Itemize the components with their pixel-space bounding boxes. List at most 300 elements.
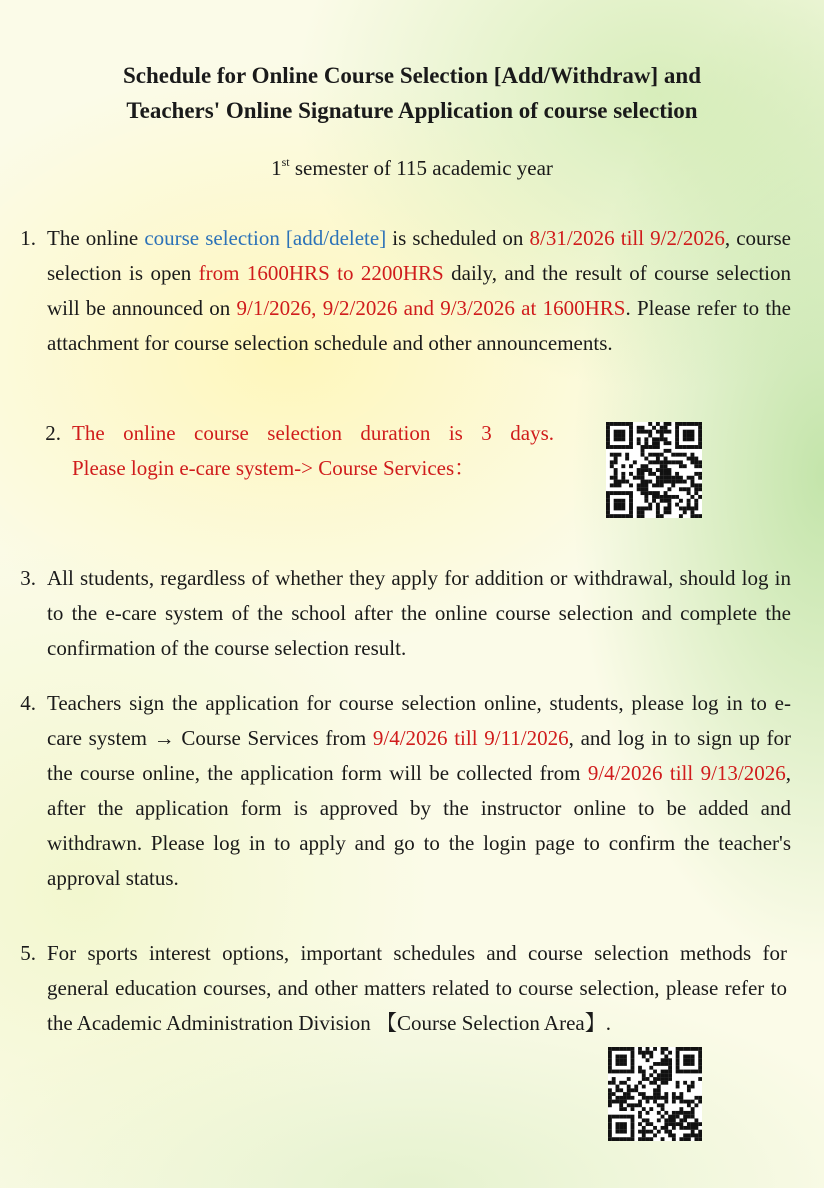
qr-module: [653, 1096, 657, 1100]
qr-module: [649, 1081, 653, 1085]
qr-module: [641, 464, 645, 468]
qr-module: [687, 476, 691, 480]
qr-module: [664, 495, 668, 499]
qr-module: [608, 1058, 612, 1062]
qr-module: [660, 426, 664, 430]
qr-module: [627, 1137, 631, 1141]
qr-module: [649, 1055, 653, 1059]
qr-module: [631, 1051, 635, 1055]
qr-module: [629, 434, 633, 438]
qr-module: [687, 1100, 691, 1104]
qr-module: [644, 499, 648, 503]
qr-module: [698, 445, 702, 449]
qr-module: [687, 487, 691, 491]
qr-module: [646, 1058, 650, 1062]
qr-module: [638, 1130, 642, 1134]
qr-module: [621, 506, 625, 510]
qr-module: [675, 437, 679, 441]
qr-module: [667, 510, 671, 514]
qr-module: [614, 453, 618, 457]
qr-module: [606, 506, 610, 510]
qr-module: [642, 1070, 646, 1074]
qr-module: [638, 1115, 642, 1119]
qr-module: [676, 1062, 680, 1066]
text-run: Course Services from: [174, 726, 373, 750]
qr-module: [656, 514, 660, 518]
qr-module: [631, 1115, 635, 1119]
qr-module: [621, 472, 625, 476]
qr-module: [648, 422, 652, 426]
qr-module: [648, 506, 652, 510]
qr-module: [627, 1077, 631, 1081]
qr-module: [606, 491, 610, 495]
qr-code-icon: [608, 1047, 702, 1141]
qr-module: [698, 464, 702, 468]
qr-module: [618, 453, 622, 457]
qr-module: [698, 476, 702, 480]
qr-module: [687, 445, 691, 449]
title-line-2: Teachers' Online Signature Application of course selection: [126, 98, 698, 123]
qr-module: [660, 464, 664, 468]
qr-module: [683, 437, 687, 441]
qr-module: [687, 1126, 691, 1130]
qr-module: [671, 476, 675, 480]
qr-module: [667, 460, 671, 464]
qr-module: [623, 1070, 627, 1074]
qr-module: [672, 1126, 676, 1130]
qr-module: [664, 1130, 668, 1134]
qr-module: [649, 1073, 653, 1077]
qr-module: [676, 1085, 680, 1089]
qr-module: [667, 495, 671, 499]
qr-module: [676, 1058, 680, 1062]
qr-module: [614, 430, 618, 434]
qr-module: [690, 430, 694, 434]
qr-module: [694, 1126, 698, 1130]
qr-module: [652, 491, 656, 495]
qr-module: [618, 483, 622, 487]
qr-module: [657, 1092, 661, 1096]
qr-module: [664, 449, 668, 453]
qr-module: [612, 1070, 616, 1074]
qr-module: [660, 434, 664, 438]
qr-module: [606, 441, 610, 445]
qr-module: [676, 1115, 680, 1119]
qr-module: [629, 483, 633, 487]
qr-module: [614, 503, 618, 507]
qr-module: [621, 445, 625, 449]
qr-module: [631, 1107, 635, 1111]
qr-module: [623, 1107, 627, 1111]
qr-module: [629, 495, 633, 499]
qr-module: [683, 1126, 687, 1130]
selection-dates: 8/31/2026 till 9/2/2026: [529, 226, 725, 250]
qr-module: [676, 1070, 680, 1074]
qr-module: [653, 1088, 657, 1092]
result-dates: 9/1/2026, 9/2/2026 and 9/3/2026 at 1600HRS: [236, 296, 626, 320]
item-number: 3.: [20, 566, 36, 590]
qr-module: [690, 495, 694, 499]
qr-module: [698, 1070, 702, 1074]
qr-module: [698, 1062, 702, 1066]
qr-module: [648, 480, 652, 484]
text-run: , after the application form is approved by the instructor online to be added and withdrawn. Please log in to apply and go to the login page to confirm the teacher's approval status.: [47, 761, 792, 890]
qr-module: [679, 480, 683, 484]
qr-module: [683, 430, 687, 434]
qr-module: [667, 499, 671, 503]
qr-module: [618, 506, 622, 510]
qr-module: [687, 1055, 691, 1059]
qr-module: [679, 514, 683, 518]
qr-module: [616, 1115, 620, 1119]
qr-module: [614, 422, 618, 426]
qr-module: [641, 449, 645, 453]
qr-module: [644, 487, 648, 491]
qr-module: [631, 1066, 635, 1070]
qr-module: [608, 1088, 612, 1092]
qr-module: [672, 1096, 676, 1100]
qr-module: [698, 487, 702, 491]
qr-module: [623, 1081, 627, 1085]
qr-module: [664, 457, 668, 461]
qr-module: [616, 1100, 620, 1104]
qr-module: [691, 1070, 695, 1074]
qr-module: [614, 506, 618, 510]
qr-module: [614, 476, 618, 480]
qr-module: [608, 1096, 612, 1100]
qr-module: [612, 1100, 616, 1104]
qr-module: [653, 1062, 657, 1066]
qr-module: [683, 1058, 687, 1062]
qr-module: [608, 1092, 612, 1096]
qr-module: [667, 422, 671, 426]
item-number: 1.: [20, 226, 36, 250]
qr-module: [671, 480, 675, 484]
qr-module: [664, 1058, 668, 1062]
qr-module: [641, 468, 645, 472]
qr-module: [621, 480, 625, 484]
qr-module: [612, 1137, 616, 1141]
qr-module: [616, 1130, 620, 1134]
qr-module: [637, 437, 641, 441]
qr-module: [644, 483, 648, 487]
qr-module: [637, 468, 641, 472]
qr-module: [621, 464, 625, 468]
qr-module: [623, 1126, 627, 1130]
qr-module: [619, 1088, 623, 1092]
qr-module: [672, 1115, 676, 1119]
qr-module: [698, 1096, 702, 1100]
qr-module: [631, 1122, 635, 1126]
qr-module: [648, 434, 652, 438]
qr-module: [679, 1126, 683, 1130]
qr-module: [631, 1137, 635, 1141]
qr-module: [623, 1047, 627, 1051]
qr-module: [664, 1092, 668, 1096]
qr-module: [698, 1055, 702, 1059]
qr-module: [694, 472, 698, 476]
qr-module: [625, 457, 629, 461]
qr-module: [616, 1122, 620, 1126]
qr-module: [664, 441, 668, 445]
qr-module: [679, 1118, 683, 1122]
qr-module: [661, 1096, 665, 1100]
qr-module: [664, 1100, 668, 1104]
qr-module: [621, 437, 625, 441]
qr-module: [691, 1085, 695, 1089]
qr-module: [633, 476, 637, 480]
qr-module: [687, 1085, 691, 1089]
qr-module: [616, 1096, 620, 1100]
qr-module: [679, 1122, 683, 1126]
qr-module: [646, 1047, 650, 1051]
qr-module: [694, 1137, 698, 1141]
qr-module: [625, 491, 629, 495]
qr-module: [675, 495, 679, 499]
qr-module: [629, 430, 633, 434]
qr-module: [660, 453, 664, 457]
qr-module: [606, 499, 610, 503]
qr-module: [676, 1055, 680, 1059]
qr-module: [664, 1081, 668, 1085]
qr-module: [668, 1077, 672, 1081]
qr-module: [687, 1122, 691, 1126]
qr-module: [679, 1137, 683, 1141]
qr-module: [672, 1137, 676, 1141]
qr-module: [679, 460, 683, 464]
qr-module: [619, 1126, 623, 1130]
qr-module: [698, 483, 702, 487]
qr-module: [657, 1130, 661, 1134]
qr-module: [683, 464, 687, 468]
qr-module: [661, 1081, 665, 1085]
qr-module: [619, 1122, 623, 1126]
qr-code-icon: [606, 422, 702, 518]
qr-module: [698, 514, 702, 518]
qr-module: [694, 503, 698, 507]
qr-module: [637, 430, 641, 434]
qr-module: [664, 1111, 668, 1115]
qr-module: [638, 1103, 642, 1107]
login-instruction: Please login e-care system-> Course Services：: [72, 456, 476, 480]
qr-module: [641, 491, 645, 495]
qr-module: [634, 1085, 638, 1089]
qr-module: [652, 445, 656, 449]
qr-module: [683, 480, 687, 484]
qr-module: [642, 1085, 646, 1089]
qr-module: [623, 1058, 627, 1062]
qr-module: [631, 1096, 635, 1100]
qr-module: [690, 480, 694, 484]
qr-module: [619, 1100, 623, 1104]
qr-module: [667, 506, 671, 510]
qr-module: [675, 430, 679, 434]
qr-module: [664, 499, 668, 503]
qr-module: [623, 1115, 627, 1119]
qr-module: [648, 491, 652, 495]
qr-module: [694, 1096, 698, 1100]
qr-module: [675, 426, 679, 430]
qr-module: [610, 491, 614, 495]
qr-module: [606, 437, 610, 441]
qr-module: [642, 1055, 646, 1059]
qr-module: [642, 1137, 646, 1141]
qr-module: [672, 1122, 676, 1126]
qr-module: [648, 430, 652, 434]
qr-module: [642, 1073, 646, 1077]
qr-module: [642, 1126, 646, 1130]
qr-module: [656, 437, 660, 441]
qr-module: [668, 1058, 672, 1062]
qr-module: [664, 1047, 668, 1051]
qr-module: [687, 1058, 691, 1062]
qr-module: [610, 514, 614, 518]
qr-module: [675, 445, 679, 449]
qr-module: [676, 1051, 680, 1055]
qr-module: [642, 1133, 646, 1137]
selection-hours: from 1600HRS to 2200HRS: [198, 261, 444, 285]
qr-module: [687, 457, 691, 461]
qr-module: [608, 1103, 612, 1107]
qr-module: [612, 1081, 616, 1085]
qr-module: [679, 1096, 683, 1100]
qr-module: [616, 1088, 620, 1092]
qr-module: [653, 1092, 657, 1096]
qr-module: [698, 1100, 702, 1104]
qr-module: [623, 1092, 627, 1096]
qr-module: [698, 441, 702, 445]
qr-module: [664, 460, 668, 464]
qr-module: [614, 468, 618, 472]
qr-module: [642, 1130, 646, 1134]
qr-module: [656, 468, 660, 472]
arrow-icon: →: [153, 726, 175, 750]
qr-module: [652, 453, 656, 457]
qr-module: [623, 1130, 627, 1134]
qr-module: [637, 441, 641, 445]
qr-module: [664, 1055, 668, 1059]
qr-module: [621, 491, 625, 495]
qr-module: [610, 476, 614, 480]
qr-module: [616, 1070, 620, 1074]
qr-module: [679, 1111, 683, 1115]
qr-module: [694, 487, 698, 491]
qr-module: [661, 1126, 665, 1130]
qr-module: [698, 434, 702, 438]
qr-module: [660, 468, 664, 472]
qr-module: [629, 441, 633, 445]
qr-module: [661, 1107, 665, 1111]
qr-module: [641, 483, 645, 487]
qr-module: [652, 426, 656, 430]
qr-module: [661, 1070, 665, 1074]
qr-module: [644, 437, 648, 441]
qr-module: [691, 1081, 695, 1085]
qr-module: [644, 495, 648, 499]
qr-module: [691, 1055, 695, 1059]
qr-module: [656, 491, 660, 495]
qr-module: [660, 483, 664, 487]
qr-module: [625, 480, 629, 484]
qr-module: [691, 1111, 695, 1115]
qr-module: [671, 483, 675, 487]
qr-module: [660, 460, 664, 464]
qr-module: [627, 1103, 631, 1107]
qr-module: [667, 480, 671, 484]
qr-module: [638, 1081, 642, 1085]
qr-module: [610, 464, 614, 468]
qr-module: [653, 1047, 657, 1051]
qr-module: [608, 1055, 612, 1059]
qr-module: [690, 483, 694, 487]
qr-module: [664, 426, 668, 430]
qr-module: [694, 457, 698, 461]
qr-module: [698, 426, 702, 430]
qr-module: [621, 514, 625, 518]
qr-module: [606, 510, 610, 514]
qr-module: [608, 1115, 612, 1119]
qr-module: [631, 1055, 635, 1059]
qr-module: [657, 1096, 661, 1100]
qr-module: [652, 437, 656, 441]
qr-module: [627, 1085, 631, 1089]
qr-module: [616, 1055, 620, 1059]
qr-module: [690, 437, 694, 441]
qr-module: [676, 1122, 680, 1126]
qr-module: [610, 445, 614, 449]
item-text: All students, regardless of whether they apply for addition or withdrawal, should log in to the e-care system of the school after the online course selection and complete the confirmation of the course selection result.: [47, 566, 791, 660]
qr-module: [618, 434, 622, 438]
qr-module: [679, 422, 683, 426]
qr-module: [687, 437, 691, 441]
qr-module: [675, 476, 679, 480]
item-number: 4.: [20, 691, 36, 715]
qr-module: [653, 1100, 657, 1104]
qr-module: [614, 514, 618, 518]
qr-module: [683, 1047, 687, 1051]
qr-module: [683, 445, 687, 449]
qr-module: [644, 491, 648, 495]
qr-module: [644, 441, 648, 445]
qr-module: [690, 476, 694, 480]
qr-module: [694, 460, 698, 464]
qr-module: [638, 1092, 642, 1096]
qr-module: [664, 480, 668, 484]
qr-module: [661, 1062, 665, 1066]
qr-module: [664, 510, 668, 514]
qr-module: [646, 1051, 650, 1055]
qr-module: [631, 1062, 635, 1066]
qr-module: [668, 1115, 672, 1119]
qr-module: [675, 480, 679, 484]
semester-text: semester of 115 academic year: [289, 156, 553, 180]
semester-subtitle: [0, 152, 824, 184]
qr-module: [623, 1055, 627, 1059]
qr-module: [683, 506, 687, 510]
qr-module: [698, 1130, 702, 1134]
qr-module: [644, 506, 648, 510]
qr-module: [606, 422, 610, 426]
qr-module: [649, 1107, 653, 1111]
title-line-1: Schedule for Online Course Selection [Add/Withdraw] and: [122, 63, 702, 88]
qr-module: [687, 1133, 691, 1137]
qr-module: [642, 1118, 646, 1122]
qr-module: [668, 1118, 672, 1122]
qr-module: [656, 506, 660, 510]
qr-module: [623, 1096, 627, 1100]
qr-module: [683, 453, 687, 457]
qr-module: [634, 1088, 638, 1092]
